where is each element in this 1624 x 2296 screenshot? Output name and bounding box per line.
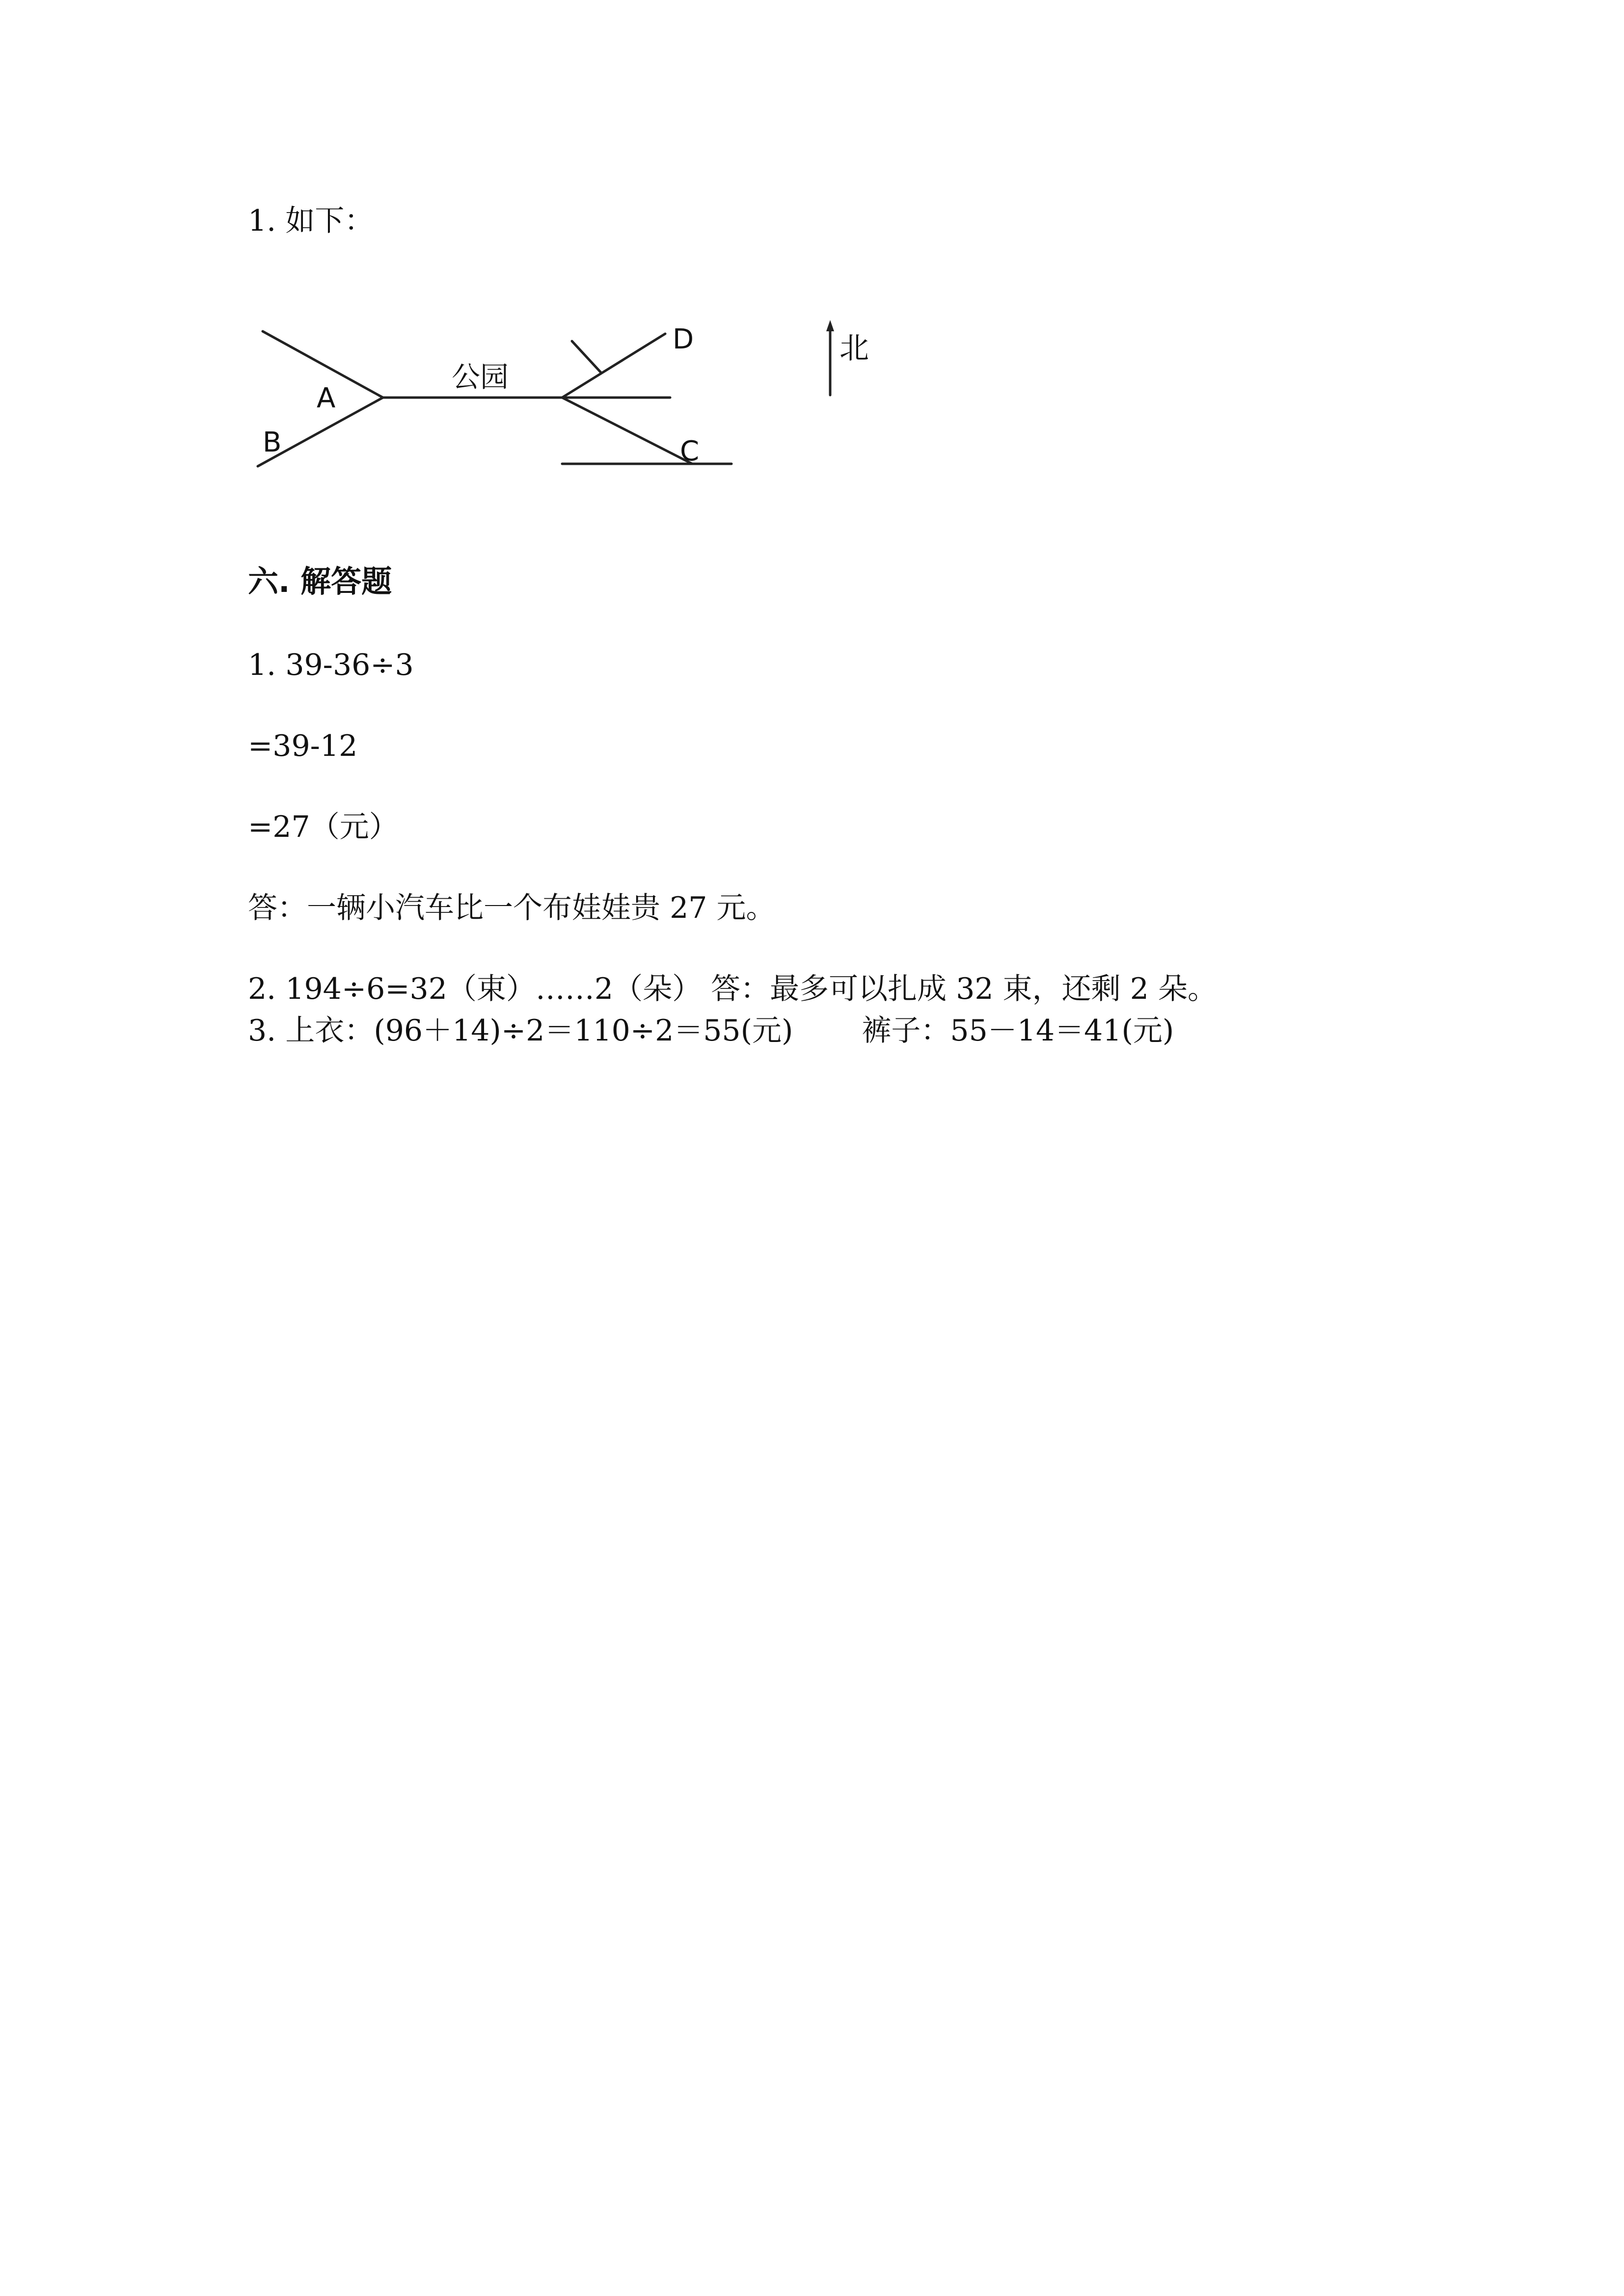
q1-answer: 答：一辆小汽车比一个布娃娃贵 27 元。 (248, 891, 776, 925)
north-arrow-head (826, 320, 834, 331)
q3-line (248, 1011, 1174, 1050)
q2-text: 2. 194÷6=32（束）……2（朵） 答：最多可以扎成 32 束，还剩 2 朵。 (248, 972, 1217, 1006)
q1-line-1: 1. 39-36÷3 (248, 648, 414, 682)
q3-part-2: 裤子：55－14＝41(元) (862, 1014, 1174, 1048)
section-heading: 六. 解答题 (248, 563, 392, 599)
road-d-branch (572, 341, 601, 373)
point-b-label: B (263, 427, 282, 458)
point-c-label: C (680, 435, 700, 467)
q1-line-3: =27（元） (248, 810, 399, 844)
q3-part-1: 3. 上衣：(96＋14)÷2＝110÷2＝55(元) (248, 1014, 793, 1048)
road-d (562, 334, 665, 398)
park-label: 公园 (452, 360, 509, 394)
item-1-label: 1. 如下： (248, 204, 374, 238)
route-diagram (248, 304, 935, 481)
point-d-label: D (673, 323, 694, 355)
road-c (562, 398, 692, 464)
north-label: 北 (839, 331, 869, 366)
q1-line-2: =39-12 (248, 729, 358, 763)
point-a-label: A (317, 382, 336, 414)
